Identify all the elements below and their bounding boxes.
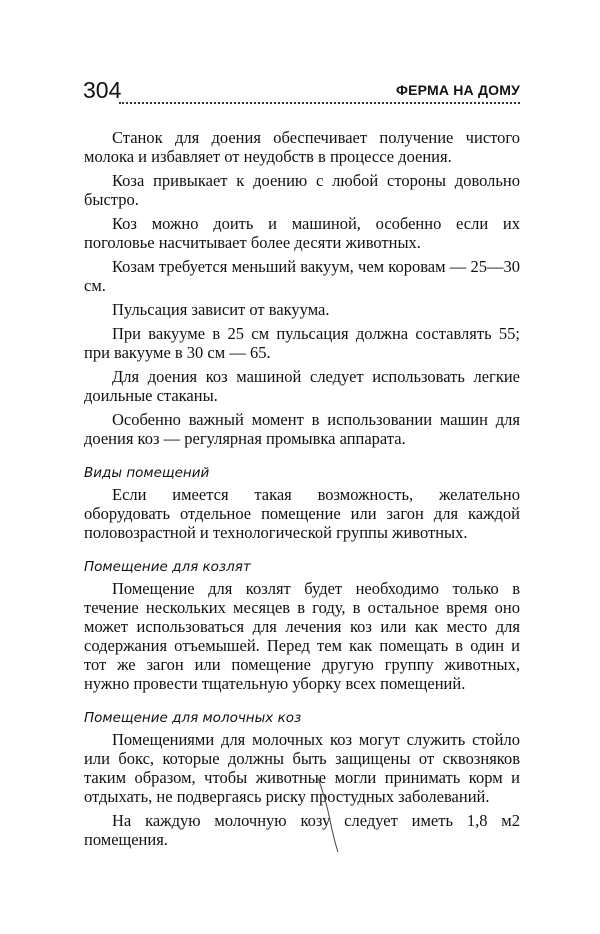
section-heading-rooms: Виды помещений [84,465,210,481]
running-title: ФЕРМА НА ДОМУ [395,82,520,98]
paragraph: Помещение для козлят будет необходимо только в течение нескольких месяцев в году, в остальное время оно может использоваться для лечения коз или как место для содержания отъемышей. Перед тем как помещать в один и тот же загон или помещение другую группу животных, нужно провести тщательную уборку всех помещений. [84,579,520,693]
paragraph: Козам требуется меньший вакуум, чем коровам — 25—30 см. [84,257,520,295]
header-dotted-rule [119,100,520,104]
paragraph: Пульсация зависит от вакуума. [112,300,330,319]
paragraph: Если имеется такая возможность, желательно оборудовать отдельное помещение или загон для каждой половозрастной и технологической группы животных. [84,485,520,542]
page-number: 304 [83,77,122,103]
paragraph: Помещениями для молочных коз могут служить стойло или бокс, которые должны быть защищены от сквозняков таким образом, чтобы животные могли принимать корм и отдыхать, не подвергаясь риску простудных заболеваний. [84,730,520,806]
paragraph: Коз можно доить и машиной, особенно если их поголовье насчитывает более десяти животных. [84,214,520,252]
paragraph: При вакууме в 25 см пульсация должна составлять 55; при вакууме в 30 см — 65. [84,324,520,362]
section-heading-dairy: Помещение для молочных коз [84,710,302,726]
paragraph: Коза привыкает к доению с любой стороны довольно быстро. [84,171,520,209]
section-heading-kids: Помещение для козлят [84,559,251,575]
paragraph: Для доения коз машиной следует использовать легкие доильные стаканы. [84,367,520,405]
page-body [84,128,520,854]
paragraph: Особенно важный момент в использовании машин для доения коз — регулярная промывка аппарата. [84,410,520,448]
paragraph: Станок для доения обеспечивает получение чистого молока и избавляет от неудобств в процессе доения. [84,128,520,166]
paragraph: На каждую молочную козу следует иметь 1,8 м2 помещения. [84,811,520,849]
page-header [83,78,520,106]
